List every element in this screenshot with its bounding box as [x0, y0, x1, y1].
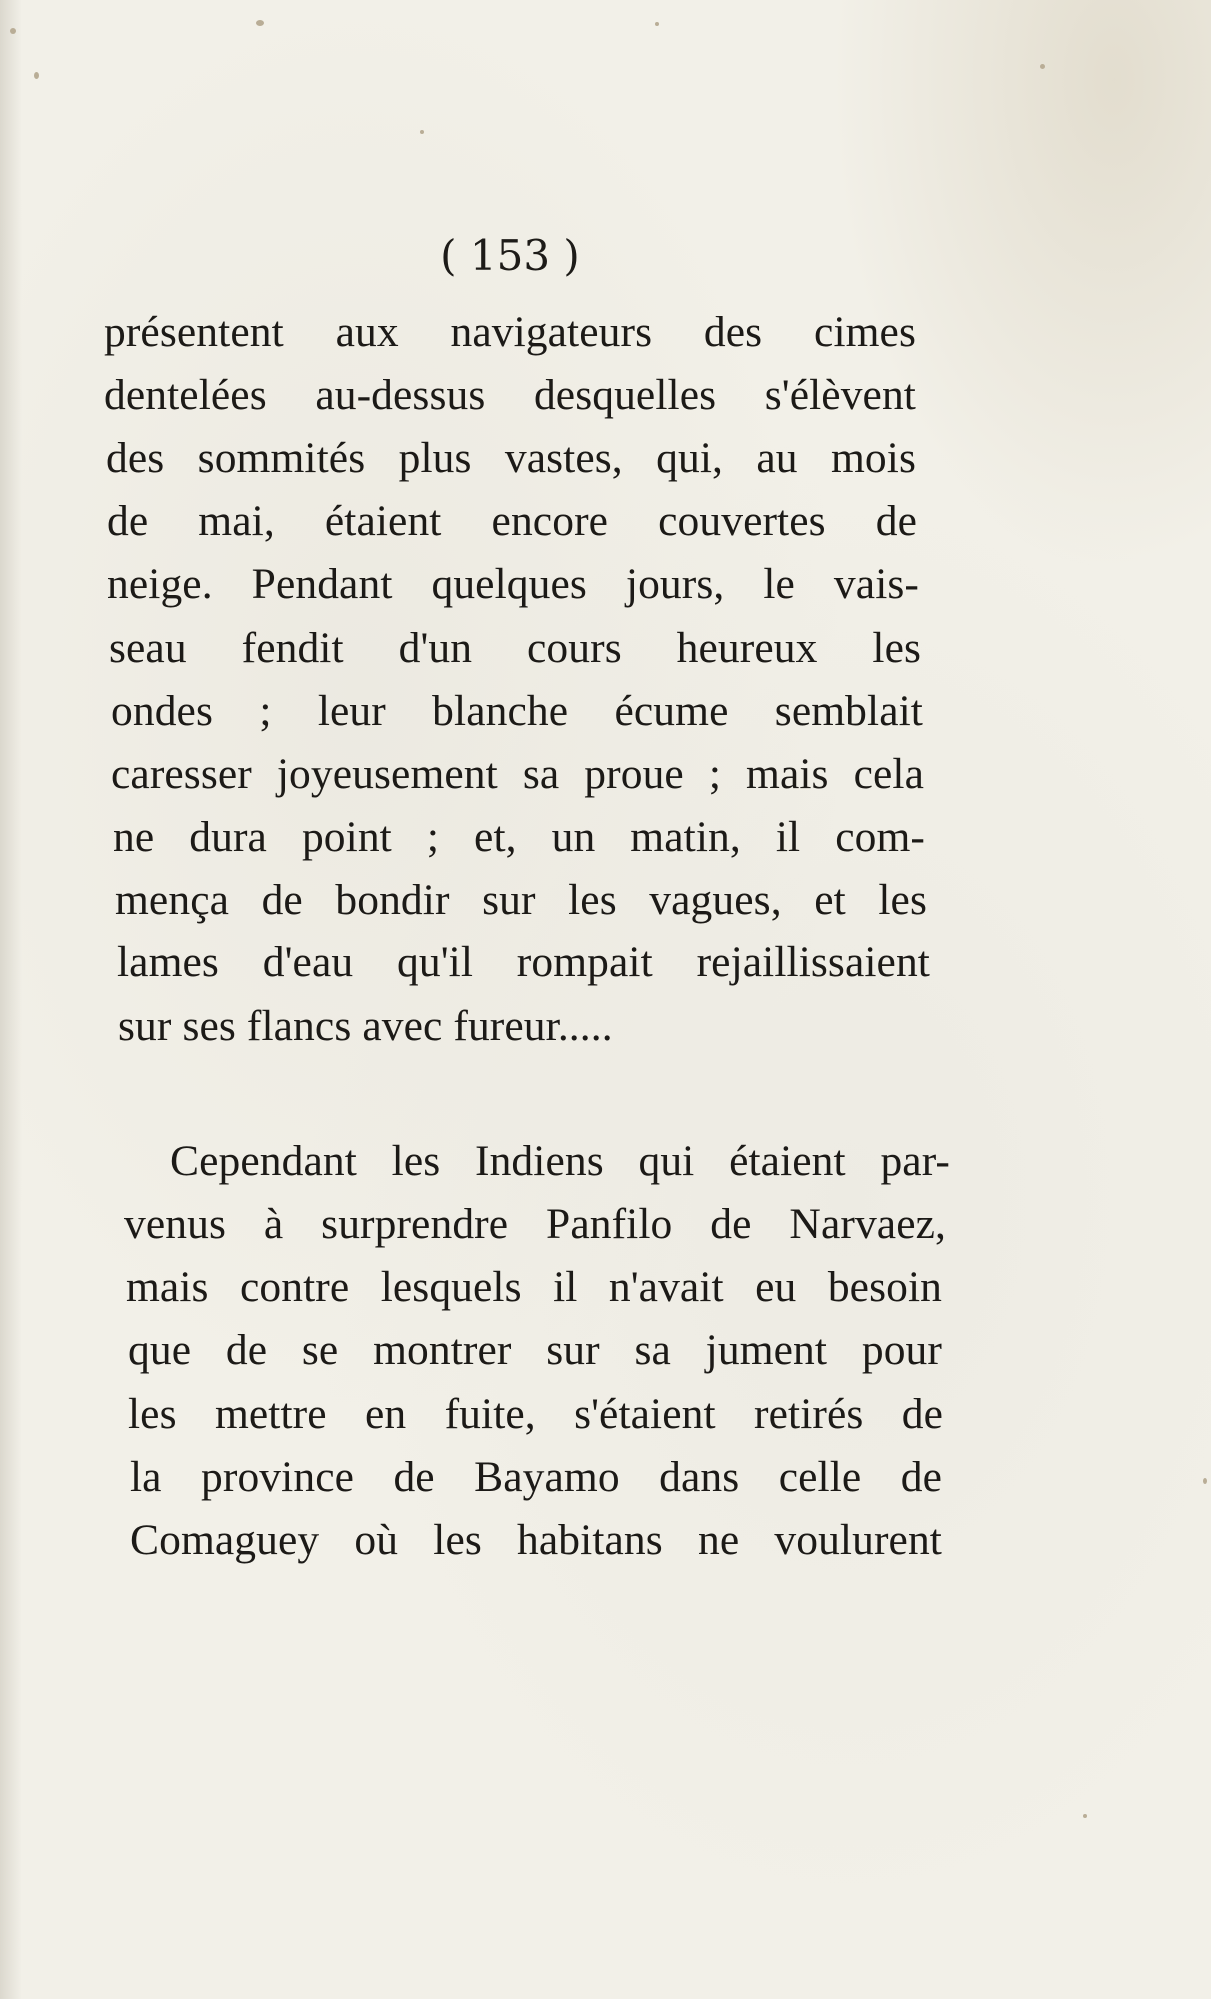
text-line: Cependant les Indiens qui étaient par-: [170, 1137, 950, 1185]
text-line: ne dura point ; et, un matin, il com-: [113, 813, 925, 861]
page-edge-shadow: [0, 0, 22, 1999]
text-line: venus à surprendre Panfilo de Narvaez,: [124, 1200, 946, 1248]
paper-speck: [1083, 1814, 1087, 1818]
page-number: ( 153 ): [440, 231, 580, 280]
paper-speck: [1203, 1478, 1207, 1484]
text-line: que de se montrer sur sa jument pour: [128, 1326, 942, 1374]
text-line: caresser joyeusement sa proue ; mais cela: [111, 750, 924, 798]
paper-speck: [10, 28, 16, 34]
text-line: des sommités plus vastes, qui, au mois: [106, 434, 916, 482]
text-line: Comaguey où les habitans ne voulurent: [130, 1516, 942, 1564]
text-line: la province de Bayamo dans celle de: [130, 1453, 942, 1501]
paper-speck: [655, 22, 659, 26]
text-line: mença de bondir sur les vagues, et les: [115, 876, 927, 924]
text-line: seau fendit d'un cours heureux les: [109, 624, 921, 672]
text-line: lames d'eau qu'il rompait rejaillissaient: [117, 938, 930, 986]
paper-speck: [420, 130, 424, 134]
text-line: mais contre lesquels il n'avait eu besoin: [126, 1263, 942, 1311]
paper-speck: [256, 20, 264, 26]
text-line: ondes ; leur blanche écume semblait: [111, 687, 923, 735]
text-line: sur ses flancs avec fureur.....: [118, 1002, 613, 1050]
paper-speck: [1040, 64, 1045, 69]
text-line: dentelées au-dessus desquelles s'élèvent: [104, 371, 916, 419]
text-line: les mettre en fuite, s'étaient retirés de: [128, 1390, 943, 1438]
paper-speck: [34, 72, 39, 79]
text-line: présentent aux navigateurs des cimes: [104, 308, 916, 356]
text-line: de mai, étaient encore couvertes de: [107, 497, 917, 545]
text-line: neige. Pendant quelques jours, le vais-: [107, 560, 919, 608]
